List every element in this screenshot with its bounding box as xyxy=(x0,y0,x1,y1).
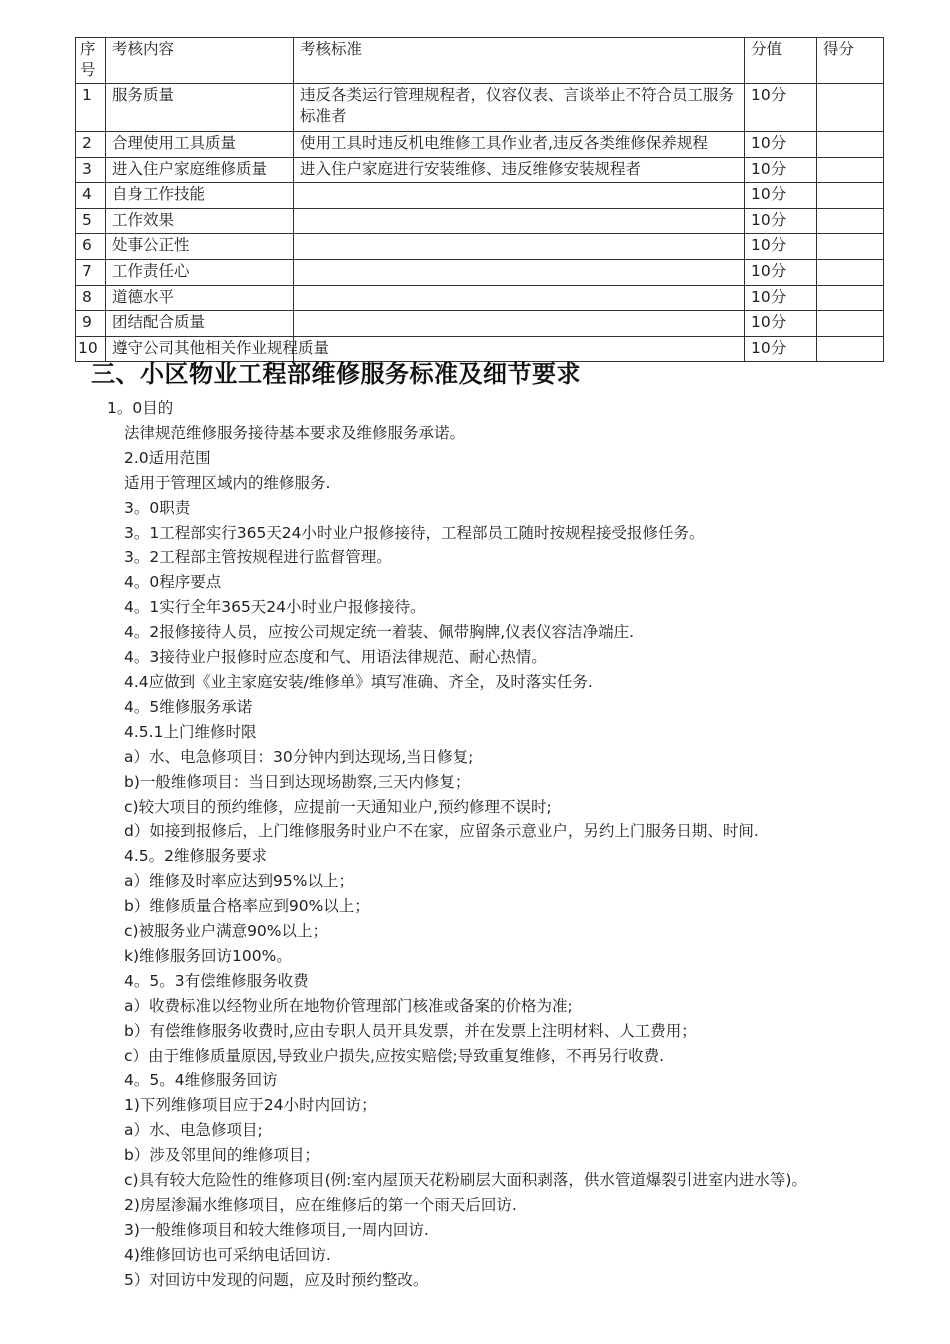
table-row xyxy=(76,234,884,260)
text-line: 1)下列维修项目应于24小时内回访； xyxy=(124,1096,377,1115)
header-got: 得分 xyxy=(817,38,884,84)
table-header-row xyxy=(76,38,884,84)
row-score: 10分 xyxy=(745,132,817,158)
table-row xyxy=(76,183,884,209)
table-row xyxy=(76,208,884,234)
row-item: 处事公正性 xyxy=(106,234,294,260)
row-item: 团结配合质量 xyxy=(106,311,294,337)
text-line: b)一般维修项目：当日到达现场勘察,三天内修复； xyxy=(124,772,471,791)
body-text xyxy=(107,396,887,1293)
row-item: 服务质量 xyxy=(106,84,294,132)
text-line: 4。5。3有偿维修服务收费 xyxy=(124,971,309,990)
text-line: 5）对回访中发现的问题，应及时预约整改。 xyxy=(124,1270,429,1289)
row-no: 6 xyxy=(76,234,106,260)
row-got xyxy=(817,285,884,311)
row-standard xyxy=(294,183,745,209)
text-line: c）由于维修质量原因,导致业户损失,应按实赔偿;导致重复维修，不再另行收费. xyxy=(124,1046,665,1065)
text-line: 4)维修回访也可采纳电话回访. xyxy=(124,1245,331,1264)
row-score: 10分 xyxy=(745,157,817,183)
row-no: 1 xyxy=(76,84,106,132)
row-no: 7 xyxy=(76,259,106,285)
row-no: 2 xyxy=(76,132,106,158)
row-score: 10分 xyxy=(745,336,817,362)
row-score: 10分 xyxy=(745,84,817,132)
row-item: 合理使用工具质量 xyxy=(106,132,294,158)
header-no: 序号 xyxy=(76,38,106,84)
row-item: 进入住户家庭维修质量 xyxy=(106,157,294,183)
text-line: 4.4应做到《业主家庭安装/维修单》填写准确、齐全，及时落实任务. xyxy=(124,672,593,691)
table-row xyxy=(76,84,884,132)
row-no: 4 xyxy=(76,183,106,209)
header-score: 分值 xyxy=(745,38,817,84)
text-line: 3。1工程部实行365天24小时业户报修接待，工程部员工随时按规程接受报修任务。 xyxy=(124,523,705,542)
row-score: 10分 xyxy=(745,285,817,311)
header-item: 考核内容 xyxy=(106,38,294,84)
text-line: 2)房屋渗漏水维修项目，应在维修后的第一个雨天后回访. xyxy=(124,1196,517,1214)
row-score: 10分 xyxy=(745,259,817,285)
row-no: 5 xyxy=(76,208,106,234)
text-line: 4.5.1上门维修时限 xyxy=(124,722,257,741)
row-got xyxy=(817,208,884,234)
text-line: 3。2工程部主管按规程进行监督管理。 xyxy=(124,548,392,567)
text-line: c)具有较大危险性的维修项目(例:室内屋顶天花粉刷层大面积剥落，供水管道爆裂引进室内进水等)。 xyxy=(124,1171,807,1190)
text-line: a）水、电急修项目; xyxy=(124,1121,263,1140)
table-row xyxy=(76,157,884,183)
text-line: 法律规范维修服务接待基本要求及维修服务承诺。 xyxy=(124,423,466,442)
row-standard xyxy=(294,285,745,311)
header-standard: 考核标准 xyxy=(294,38,745,84)
text-line: 4。0程序要点 xyxy=(124,573,222,592)
row-got xyxy=(817,311,884,337)
row-no: 10 xyxy=(76,336,106,362)
row-item: 工作责任心 xyxy=(106,259,294,285)
row-standard xyxy=(294,259,745,285)
row-got xyxy=(817,132,884,158)
table-row xyxy=(76,132,884,158)
text-line: 4.5。2维修服务要求 xyxy=(124,847,268,866)
row-no: 3 xyxy=(76,157,106,183)
table-row xyxy=(76,285,884,311)
text-line: a）收费标准以经物业所在地物价管理部门核准或备案的价格为准; xyxy=(124,996,573,1015)
row-got xyxy=(817,259,884,285)
row-got xyxy=(817,183,884,209)
row-standard xyxy=(294,311,745,337)
text-line: 4。5。4维修服务回访 xyxy=(124,1071,278,1090)
row-score: 10分 xyxy=(745,311,817,337)
row-no: 9 xyxy=(76,311,106,337)
text-line: d）如接到报修后，上门维修服务时业户不在家，应留条示意业户，另约上门服务日期、时间. xyxy=(124,822,759,841)
row-standard xyxy=(294,234,745,260)
row-standard: 违反各类运行管理规程者，仪容仪表、言谈举止不符合员工服务标准者 xyxy=(294,84,745,132)
text-line: k)维修服务回访100%。 xyxy=(124,946,292,965)
row-score: 10分 xyxy=(745,183,817,209)
text-line: 4。3接待业户报修时应态度和气、用语法律规范、耐心热情。 xyxy=(124,648,547,667)
text-line: 3)一般维修项目和较大维修项目,一周内回访. xyxy=(124,1220,429,1239)
row-item: 遵守公司其他相关作业规程质量 xyxy=(106,336,294,362)
row-standard: 使用工具时违反机电维修工具作业者,违反各类维修保养规程 xyxy=(294,132,745,158)
text-line: b）涉及邻里间的维修项目； xyxy=(124,1146,320,1165)
row-standard: 进入住户家庭进行安装维修、违反维修安装规程者 xyxy=(294,157,745,183)
text-line: 适用于管理区域内的维修服务. xyxy=(124,473,331,492)
row-item: 道德水平 xyxy=(106,285,294,311)
evaluation-table xyxy=(75,37,884,362)
row-item: 自身工作技能 xyxy=(106,183,294,209)
row-got xyxy=(817,336,884,362)
text-line: 2.0适用范围 xyxy=(124,448,211,467)
row-no: 8 xyxy=(76,285,106,311)
row-standard xyxy=(294,208,745,234)
text-line: 4。1实行全年365天24小时业户报修接待。 xyxy=(124,598,426,617)
text-line: b）有偿维修服务收费时,应由专职人员开具发票，并在发票上注明材料、人工费用； xyxy=(124,1021,697,1040)
row-got xyxy=(817,157,884,183)
text-line: 3。0职责 xyxy=(124,498,191,517)
text-line: 1。0目的 xyxy=(107,399,174,417)
table-row xyxy=(76,259,884,285)
text-line: 4。2报修接待人员，应按公司规定统一着装、佩带胸牌,仪表仪容洁净端庄. xyxy=(124,623,635,642)
row-got xyxy=(817,84,884,132)
text-line: a）维修及时率应达到95%以上； xyxy=(124,872,354,891)
section-title: 三、小区物业工程部维修服务标准及细节要求 xyxy=(91,360,581,388)
row-item: 工作效果 xyxy=(106,208,294,234)
text-line: a）水、电急修项目：30分钟内到达现场,当日修复; xyxy=(124,747,474,766)
text-line: 4。5维修服务承诺 xyxy=(124,697,253,716)
text-line: c)较大项目的预约维修，应提前一天通知业户,预约修理不误时; xyxy=(124,797,552,816)
row-score: 10分 xyxy=(745,234,817,260)
text-line: b）维修质量合格率应到90%以上； xyxy=(124,897,370,916)
table-row xyxy=(76,311,884,337)
text-line: c)被服务业户满意90%以上； xyxy=(124,922,329,941)
row-got xyxy=(817,234,884,260)
row-score: 10分 xyxy=(745,208,817,234)
